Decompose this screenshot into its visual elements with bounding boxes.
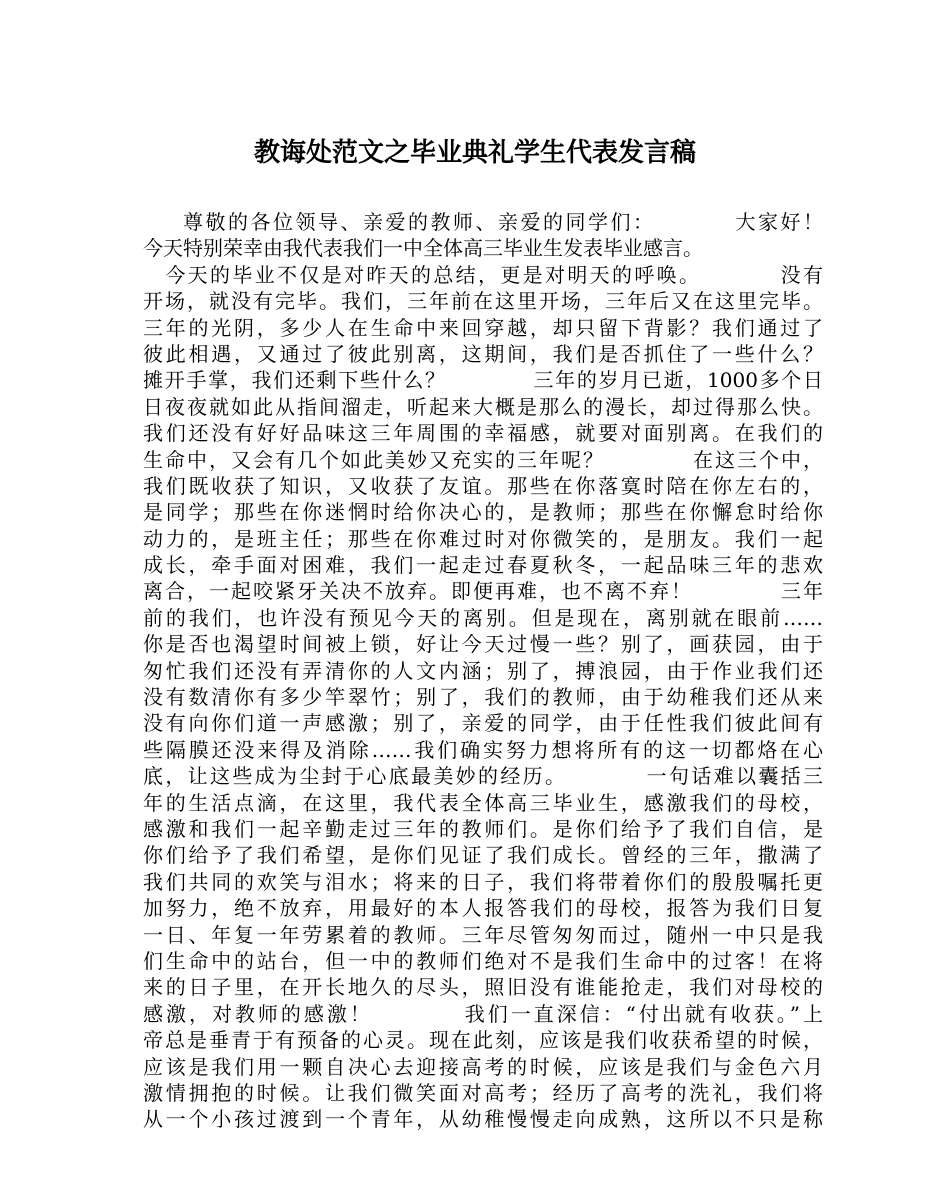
body-line: 感激和我们一起辛勤走过三年的教师们。是你们给予了我们自信，是 [143, 816, 823, 841]
document-body [143, 209, 823, 1133]
body-line: 摊开手掌，我们还剩下些什么？ 三年的岁月已逝，1000多个日 [143, 368, 823, 393]
body-line: 动力的，是班主任；那些在你难过时对你微笑的，是朋友。我们一起 [143, 526, 823, 551]
body-line: 应该是我们用一颗自决心去迎接高考的时候，应该是我们与金色六月 [143, 1054, 823, 1079]
body-line: 匆忙我们还没有弄清你的人文内涵；别了，搏浪园，由于作业我们还 [143, 658, 823, 683]
body-line: 我们共同的欢笑与泪水；将来的日子，我们将带着你们的殷殷嘱托更 [143, 869, 823, 894]
body-line: 尊敬的各位领导、亲爱的教师、亲爱的同学们： 大家好！ [183, 210, 823, 234]
body-line: 生命中，又会有几个如此美妙又充实的三年呢？ 在这三个中， [143, 447, 823, 472]
body-line: 来的日子里，在开长地久的尽头，照旧没有谁能抢走，我们对母校的 [143, 975, 823, 1000]
body-line: 我们既收获了知识，又收获了友谊。那些在你落寞时陪在你左右的， [143, 473, 823, 498]
body-line: 从一个小孩过渡到一个青年，从幼稚慢慢走向成熟，这所以不只是称 [143, 1107, 823, 1132]
body-line: 日夜夜就如此从指间溜走，听起来大概是那么的漫长，却过得那么快。 [143, 394, 823, 419]
body-line: 离合，一起咬紧牙关决不放弃。即便再难，也不离不弃！ 三年 [143, 579, 823, 604]
body-line: 我们还没有好好品味这三年周围的幸福感，就要对面别离。在我们的 [143, 421, 823, 446]
body-line: 开场，就没有完毕。我们，三年前在这里开场，三年后又在这里完毕。 [143, 289, 823, 314]
body-line: 三年的光阴，多少人在生命中来回穿越，却只留下背影？我们通过了 [143, 315, 823, 340]
body-line: 们生命中的站台，但一中的教师们绝对不是我们生命中的过客！在将 [143, 948, 823, 973]
body-line: 加努力，绝不放弃，用最好的本人报答我们的母校，报答为我们日复 [143, 896, 823, 921]
body-line: 没有数清你有多少竿翠竹；别了，我们的教师，由于幼稚我们还从来 [143, 685, 823, 710]
body-line: 今天特别荣幸由我代表我们一中全体高三毕业生发表毕业感言。 [143, 236, 703, 261]
body-line: 成长，牵手面对困难，我们一起走过春夏秋冬，一起品味三年的悲欢 [143, 553, 823, 578]
body-line: 激情拥抱的时候。让我们微笑面对高考；经历了高考的洗礼，我们将 [143, 1080, 823, 1105]
body-line: 你是否也渴望时间被上锁，好让今天过慢一些？别了，画获园，由于 [143, 632, 823, 657]
body-line: 帝总是垂青于有预备的心灵。现在此刻，应该是我们收获希望的时候， [143, 1028, 823, 1053]
body-line: 是同学；那些在你迷惘时给你决心的，是教师；那些在你懈怠时给你 [143, 500, 823, 525]
body-line: 一日、年复一年劳累着的教师。三年尽管匆匆而过，随州一中只是我 [143, 922, 823, 947]
body-line: 底，让这些成为尘封于心底最美妙的经历。 一句话难以囊括三 [143, 764, 823, 789]
body-line: 没有向你们道一声感激；别了，亲爱的同学，由于任性我们彼此间有 [143, 711, 823, 736]
body-line: 彼此相遇，又通过了彼此别离，这期间，我们是否抓住了一些什么？ [143, 341, 823, 366]
body-line: 前的我们，也许没有预见今天的离别。但是现在，离别就在眼前…… [143, 605, 823, 630]
body-line: 你们给予了我们希望，是你们见证了我们成长。曾经的三年，撒满了 [143, 843, 823, 868]
body-line: 些隔膜还没来得及消除……我们确实努力想将所有的这一切都烙在心 [143, 737, 823, 762]
document-title: 教诲处范文之毕业典礼学生代表发言稿 [253, 138, 696, 168]
body-line: 年的生活点滴，在这里，我代表全体高三毕业生，感激我们的母校， [143, 790, 823, 815]
body-line: 感激，对教师的感激！ 我们一直深信：“付出就有收获。”上 [143, 1001, 823, 1026]
body-line: 今天的毕业不仅是对昨天的总结，更是对明天的呼唤。 没有 [143, 262, 823, 287]
